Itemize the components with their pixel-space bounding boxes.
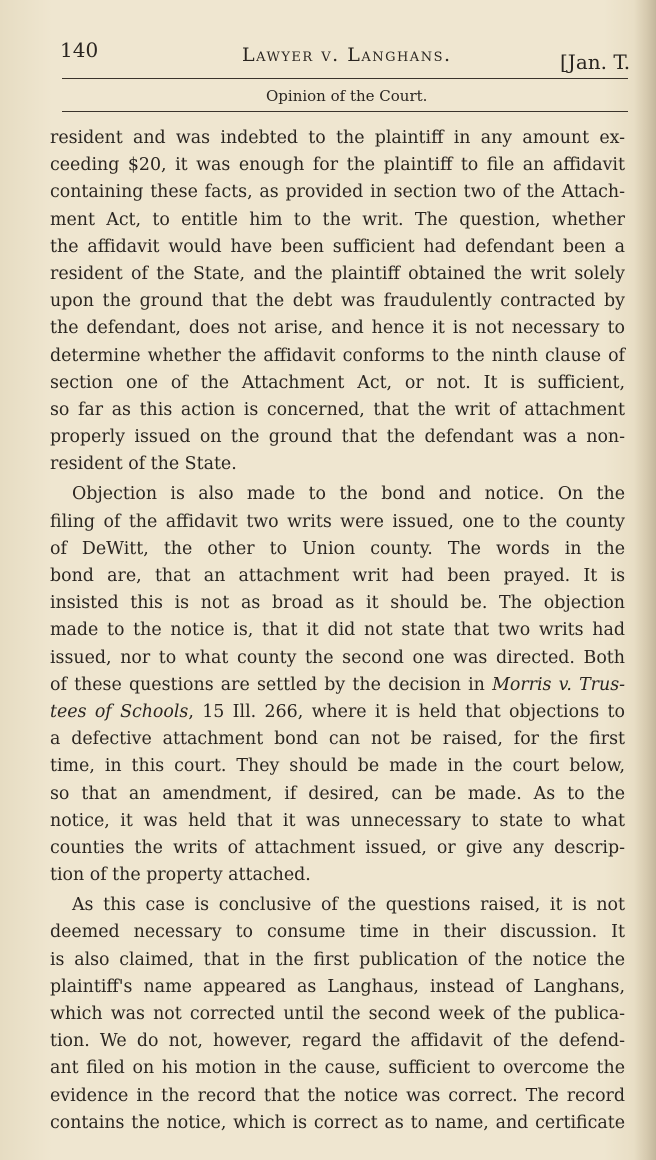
text-line: counties the writs of attachment issued, or give any descrip- bbox=[50, 837, 625, 858]
text-line: made to the notice is, that it did not state that two writs had bbox=[50, 620, 625, 641]
text-line: so that an amendment, if desired, can be made. As to the bbox=[50, 783, 625, 804]
text-line: Objection is also made to the bond and notice. On the bbox=[72, 484, 625, 505]
paragraph bbox=[50, 125, 625, 478]
text-line: filing of the affidavit two writs were issued, one to the county bbox=[50, 511, 625, 532]
text-line-citation bbox=[50, 699, 625, 726]
text-line: ceeding $20, it was enough for the plaintiff to file an affidavit bbox=[50, 155, 625, 176]
text-line: As this case is conclusive of the questions raised, it is not bbox=[72, 895, 625, 916]
text-line: containing these facts, as provided in section two of the Attach- bbox=[50, 182, 625, 203]
page-number: 140 bbox=[60, 38, 99, 62]
page-edge-shadow bbox=[634, 0, 656, 1160]
text-line: the defendant, does not arise, and hence it is not necessary to bbox=[50, 318, 625, 339]
text-line: section one of the Attachment Act, or not. It is sufficient, bbox=[50, 372, 625, 393]
text-line: upon the ground that the debt was fraudulently contracted by bbox=[50, 291, 625, 312]
citation-lead: of these questions are settled by the decision in bbox=[50, 674, 493, 695]
opinion-text bbox=[50, 125, 625, 1137]
text-line: ment Act, to entitle him to the writ. The question, whether bbox=[50, 209, 625, 230]
text-line: evidence in the record that the notice was correct. The record bbox=[50, 1085, 625, 1106]
text-line: insisted this is not as broad as it should be. The objection bbox=[50, 593, 625, 614]
text-line: determine whether the affidavit conforms to the ninth clause of bbox=[50, 345, 625, 366]
text-line: tion. We do not, however, regard the affidavit of the defend- bbox=[50, 1031, 625, 1052]
text-line: time, in this court. They should be made in the court below, bbox=[50, 756, 625, 777]
term-reference: [Jan. T. bbox=[560, 50, 631, 74]
text-line: resident of the State, and the plaintiff obtained the writ solely bbox=[50, 263, 625, 284]
case-name: tees of Schools bbox=[50, 701, 189, 722]
text-line: issued, nor to what county the second one was directed. Both bbox=[50, 647, 625, 668]
paragraph bbox=[50, 481, 625, 889]
section-heading: Opinion of the Court. bbox=[266, 87, 428, 105]
text-line: contains the notice, which is correct as to name, and certificate bbox=[50, 1112, 625, 1133]
text-line: bond are, that an attachment writ had been prayed. It is bbox=[50, 566, 625, 586]
text-line: so far as this action is concerned, that the writ of attachment bbox=[50, 399, 625, 420]
text-line: which was not corrected until the second week of the publica- bbox=[50, 1004, 625, 1024]
text-line: deemed necessary to consume time in their discussion. It bbox=[50, 922, 625, 943]
text-line: a defective attachment bond can not be raised, for the first bbox=[50, 729, 625, 750]
text-line: the affidavit would have been sufficient had defendant been a bbox=[50, 236, 625, 257]
text-line: is also claimed, that in the first publication of the notice the bbox=[50, 949, 625, 970]
header-rule-top bbox=[62, 78, 628, 79]
citation-rest: , 15 Ill. 266, where it is held that objections to bbox=[188, 701, 625, 722]
text-line-citation bbox=[50, 672, 625, 699]
text-line: properly issued on the ground that the defendant was a non- bbox=[50, 427, 625, 448]
running-title: Lawyer v. Langhans. bbox=[242, 44, 452, 66]
page-header bbox=[0, 0, 656, 120]
text-line: tion of the property attached. bbox=[50, 865, 311, 886]
text-line: resident and was indebted to the plaintiff in any amount ex- bbox=[50, 128, 625, 148]
case-name: Morris v. Trus- bbox=[492, 674, 625, 695]
paragraph bbox=[50, 892, 625, 1137]
text-line: resident of the State. bbox=[50, 454, 237, 475]
text-line: ant filed on his motion in the cause, sufficient to overcome the bbox=[50, 1058, 625, 1079]
header-rule-bottom bbox=[62, 111, 628, 112]
text-line: notice, it was held that it was unnecessary to state to what bbox=[50, 810, 625, 831]
text-line: of DeWitt, the other to Union county. The words in the bbox=[50, 538, 625, 559]
text-line: plaintiff's name appeared as Langhaus, instead of Langhans, bbox=[50, 976, 625, 997]
